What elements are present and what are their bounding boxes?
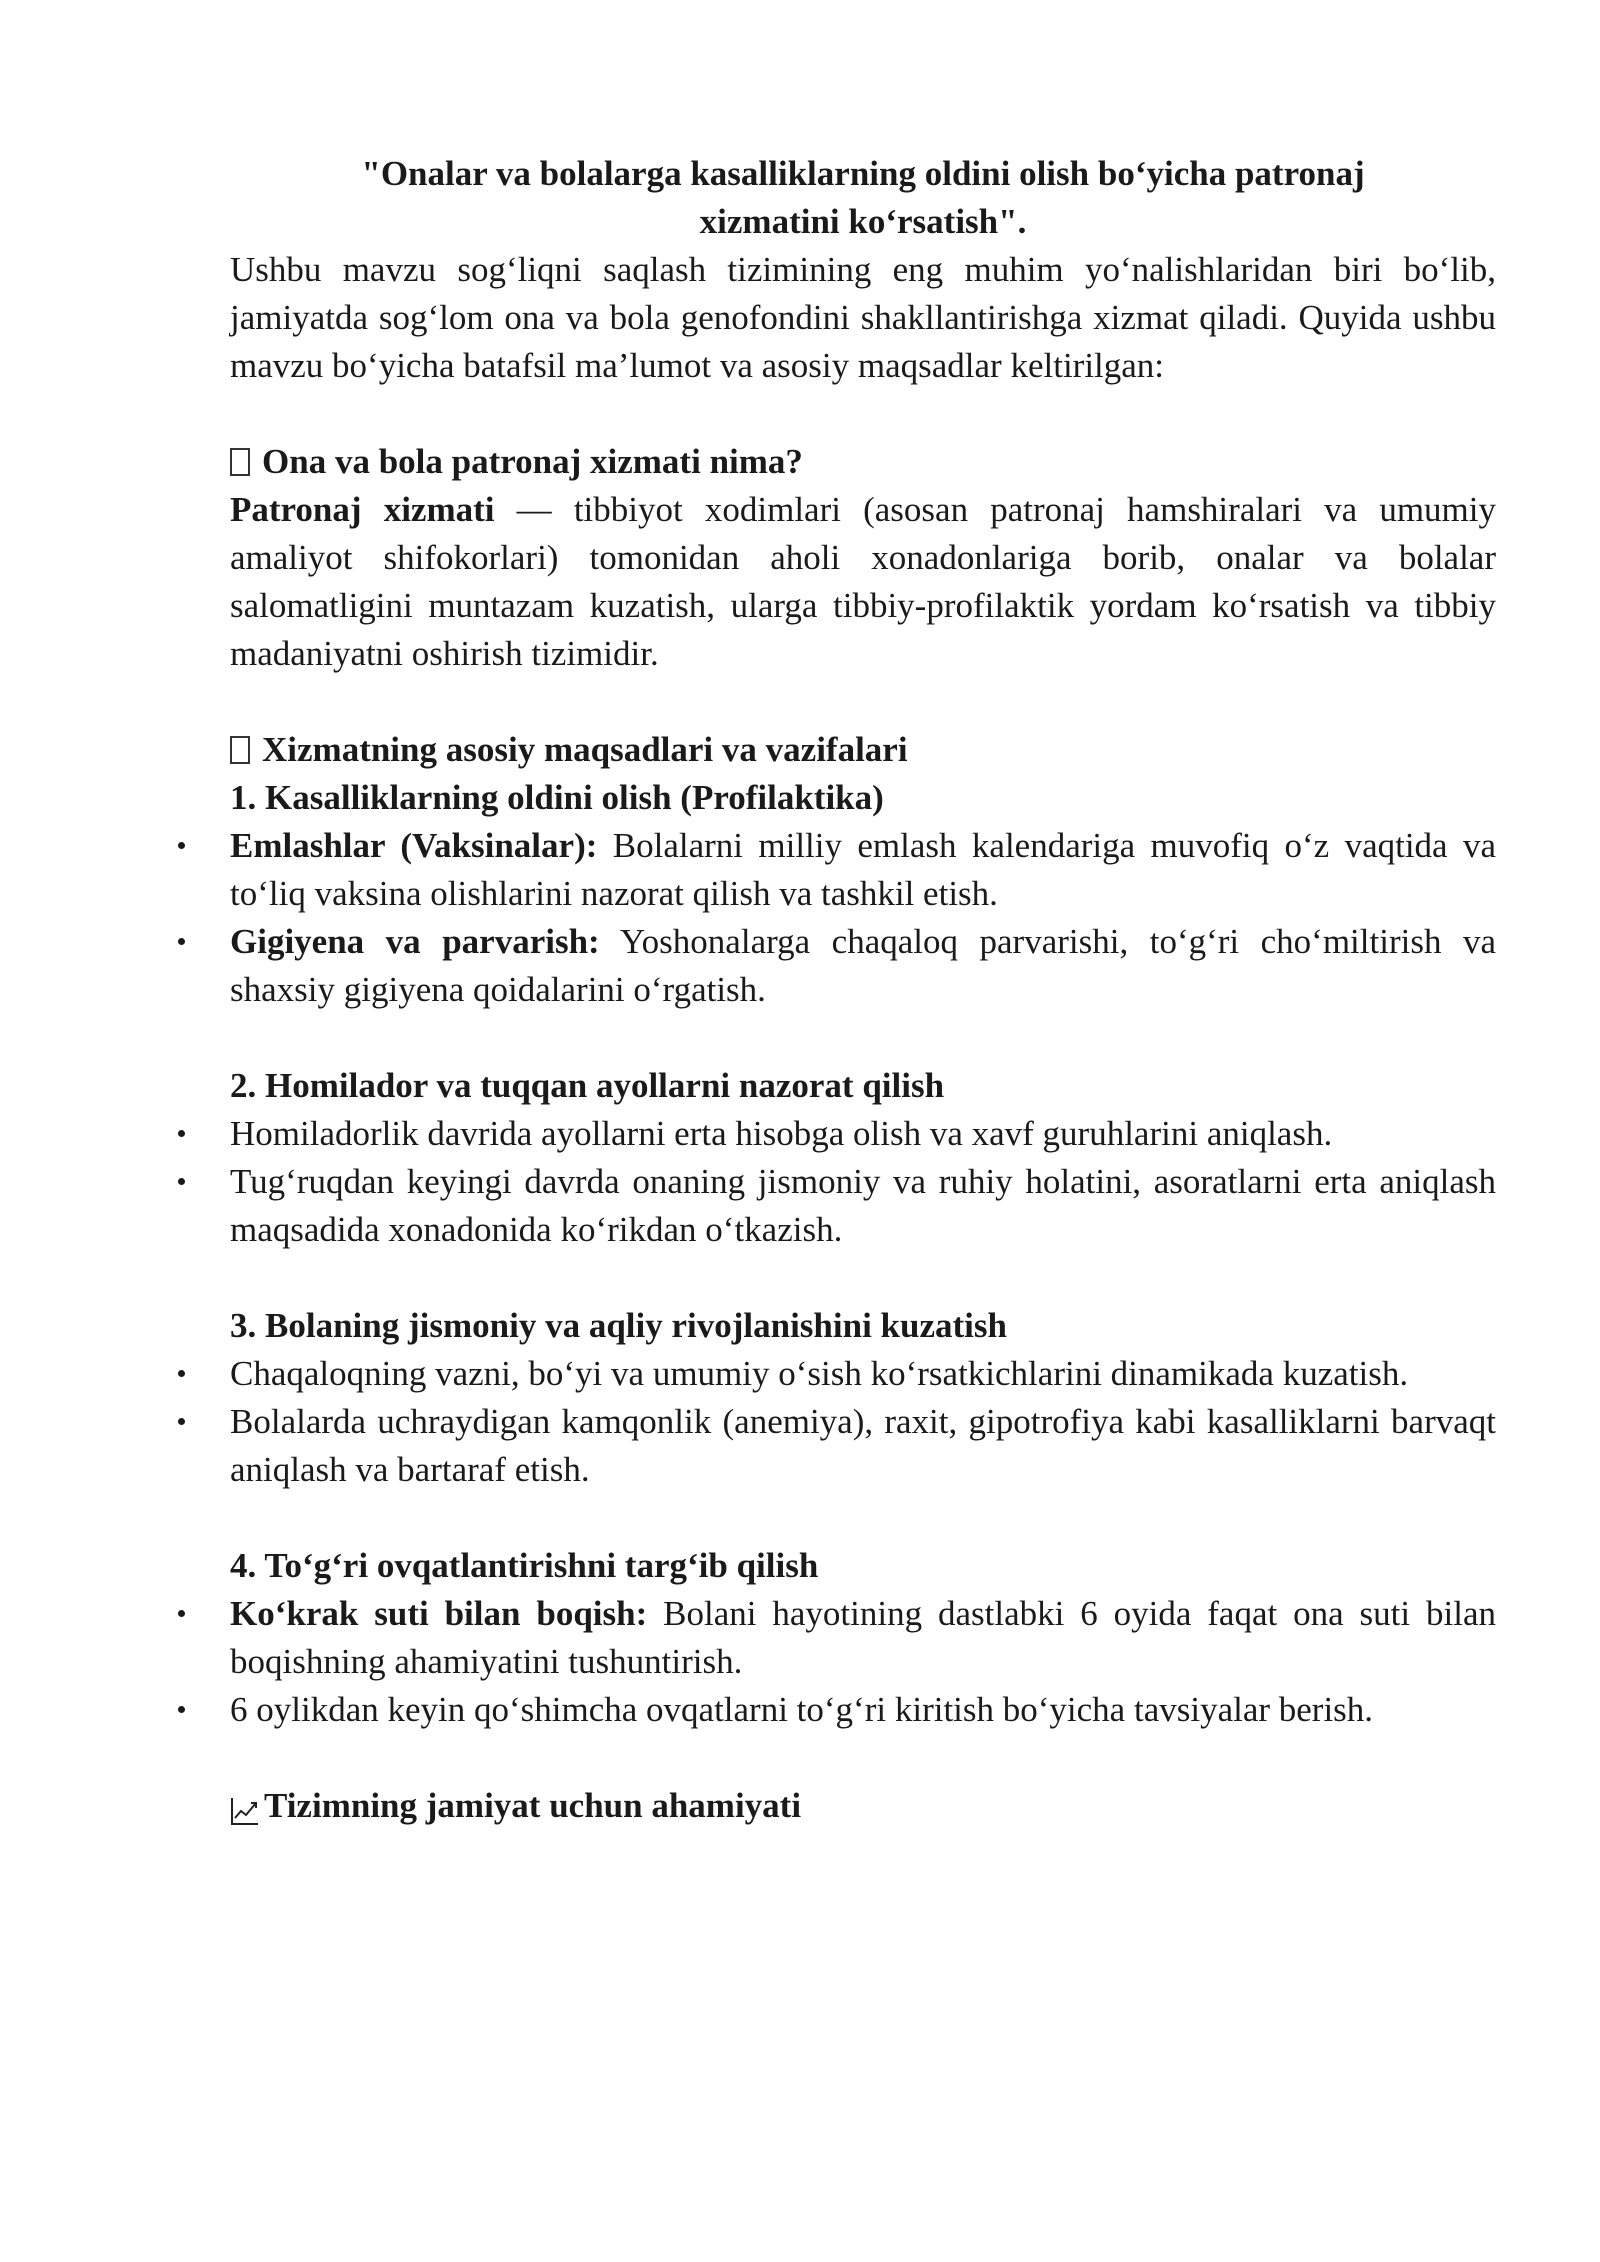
bullet-list-child-development: [230, 1350, 1496, 1494]
list-item-label: Gigiyena va parvarish:: [230, 922, 600, 961]
subheading-nutrition: 4. To‘g‘ri ovqatlantirishni targ‘ib qilish: [230, 1546, 819, 1585]
document-title: [230, 150, 1496, 246]
bullet-icon: [178, 1706, 185, 1713]
list-item-text: Bolalarda uchraydigan kamqonlik (anemiya), raxit, gipotrofiya kabi kasalliklarni barvaqt aniqlash va bartaraf etish.: [230, 1402, 1496, 1489]
bullet-list-prevention: [230, 822, 1496, 1014]
list-item-text: 6 oylikdan keyin qo‘shimcha ovqatlarni to‘g‘ri kiritish bo‘yicha tavsiyalar berish.: [230, 1690, 1374, 1729]
subheading-prevention: 1. Kasalliklarning oldini olish (Profilaktika): [230, 778, 884, 817]
section-heading-text: Tizimning jamiyat uchun ahamiyati: [264, 1786, 802, 1825]
bullet-icon: [178, 1178, 185, 1185]
chart-increasing-icon: [230, 1791, 254, 1821]
definition-paragraph: [230, 486, 1496, 678]
list-item-text: Chaqaloqning vazni, bo‘yi va umumiy o‘sish ko‘rsatkichlarini dinamikada kuzatish.: [230, 1354, 1409, 1393]
list-item: [230, 918, 1496, 1014]
list-item-text: Yoshonalarga chaqaloq parvarishi, to‘g‘ri cho‘miltirish va shaxsiy gigiyena qoidalarini o‘rgatish.: [230, 922, 1496, 1009]
list-item: [230, 1158, 1496, 1254]
list-item-text: Bolalarni milliy emlash kalendariga muvofiq o‘z vaqtida va to‘liq vaksina olishlarini nazorat qilish va tashkil etish.: [230, 826, 1497, 913]
spacer: [230, 678, 1496, 726]
missing-glyph-icon: [230, 736, 250, 764]
list-item: [230, 1590, 1496, 1686]
bullet-icon: [178, 1610, 185, 1617]
definition-term: Patronaj xizmati: [230, 490, 495, 529]
spacer: [230, 1254, 1496, 1302]
subheading-child-development: 3. Bolaning jismoniy va aqliy rivojlanishini kuzatish: [230, 1306, 1007, 1345]
title-line-2: xizmatini ko‘rsatish".: [699, 202, 1027, 241]
list-item: [230, 1398, 1496, 1494]
bullet-icon: [178, 1370, 185, 1377]
section-heading-patronage: [230, 438, 1496, 486]
spacer: [230, 390, 1496, 438]
list-item: [230, 822, 1496, 918]
spacer: [230, 1734, 1496, 1782]
spacer: [230, 1494, 1496, 1542]
list-item: [230, 1350, 1496, 1398]
list-item-text: Homiladorlik davrida ayollarni erta hisobga olish va xavf guruhlarini aniqlash.: [230, 1114, 1333, 1153]
definition-text: — tibbiyot xodimlari (asosan patronaj hamshiralari va umumiy amaliyot shifokorlari) tomonidan aholi xonadonlariga borib, onalar va bolalar salomatligini muntazam kuzatish, ularga tibbiy-profilaktik yordam ko‘rsatish va tibbiy madaniyatni oshirish tizimidir.: [230, 490, 1496, 673]
bullet-list-nutrition: [230, 1590, 1496, 1734]
section-heading-significance: [230, 1782, 1496, 1830]
intro-paragraph: Ushbu mavzu sog‘liqni saqlash tizimining eng muhim yo‘nalishlaridan biri bo‘lib, jamiyatda sog‘lom ona va bola genofondini shakllantirishga xizmat qiladi. Quyida ushbu mavzu bo‘yicha batafsil ma’lumot va asosiy maqsadlar keltirilgan:: [230, 250, 1496, 385]
list-item: [230, 1686, 1496, 1734]
bullet-list-pregnant-women: [230, 1110, 1496, 1254]
list-item-label: Ko‘krak suti bilan boqish:: [230, 1594, 648, 1633]
missing-glyph-icon: [230, 448, 250, 476]
subheading-pregnant-women: 2. Homilador va tuqqan ayollarni nazorat qilish: [230, 1066, 945, 1105]
document-content: [230, 150, 1496, 1830]
chart-increasing-svg: [230, 1796, 260, 1826]
bullet-icon: [178, 842, 185, 849]
list-item-label: Emlashlar (Vaksinalar):: [230, 826, 598, 865]
spacer: [230, 1014, 1496, 1062]
section-heading-text: Ona va bola patronaj xizmati nima?: [262, 442, 803, 481]
title-line-1: "Onalar va bolalarga kasalliklarning oldini olish bo‘yicha patronaj: [361, 154, 1365, 193]
list-item-text: Bolani hayotining dastlabki 6 oyida faqat ona suti bilan boqishning ahamiyatini tushuntirish.: [230, 1594, 1496, 1681]
section-heading-goals: [230, 726, 1496, 774]
bullet-icon: [178, 938, 185, 945]
bullet-icon: [178, 1418, 185, 1425]
bullet-icon: [178, 1130, 185, 1137]
list-item-text: Tug‘ruqdan keyingi davrda onaning jismoniy va ruhiy holatini, asoratlarni erta aniqlash maqsadida xonadonida ko‘rikdan o‘tkazish.: [230, 1162, 1496, 1249]
section-heading-text: Xizmatning asosiy maqsadlari va vazifalari: [262, 730, 908, 769]
list-item: [230, 1110, 1496, 1158]
